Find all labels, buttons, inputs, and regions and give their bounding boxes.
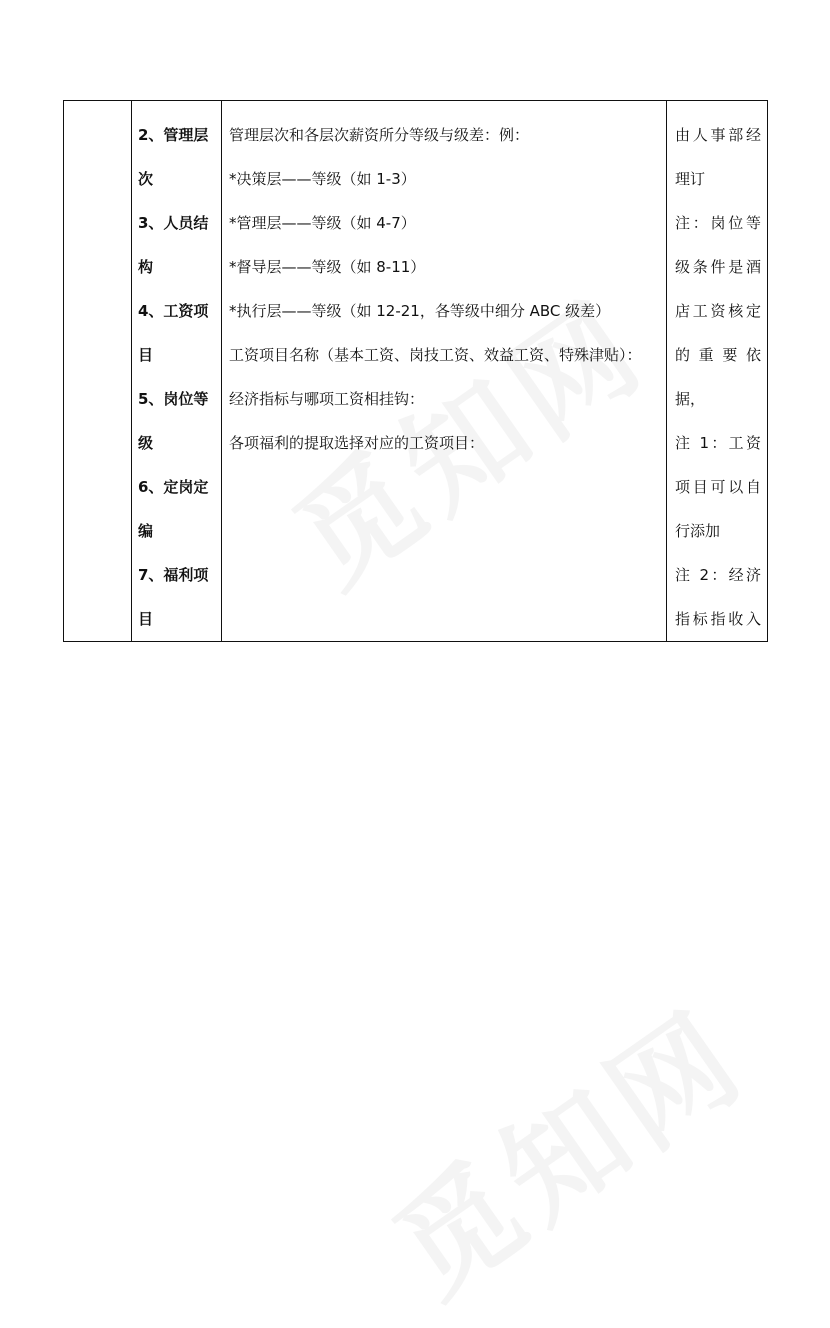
content-cell (222, 101, 667, 642)
empty-cell (64, 101, 132, 642)
content-line: *管理层——等级（如 4-7） (229, 214, 416, 232)
watermark (356, 964, 774, 1328)
content-line: *决策层——等级（如 1-3） (229, 170, 416, 188)
note-line: 的 重 要 依 (675, 346, 761, 364)
item-line: 目 (138, 610, 154, 628)
item-line: 次 (138, 170, 154, 188)
item-line: 3、人员结 (138, 214, 209, 232)
item-line: 编 (138, 522, 154, 540)
table-row (64, 101, 768, 642)
salary-structure-table (63, 100, 768, 642)
item-line: 4、工资项 (138, 302, 209, 320)
note-line: 项目可以自 (675, 478, 761, 496)
item-line: 级 (138, 434, 154, 452)
content-line: 各项福利的提取选择对应的工资项目： (229, 434, 485, 452)
content-line: 经济指标与哪项工资相挂钩： (229, 390, 425, 408)
content-line: 管理层次和各层次薪资所分等级与级差：例： (229, 126, 530, 144)
note-line: 由人事部经 (675, 126, 761, 144)
note-line: 注 1：工资 (675, 434, 761, 452)
note-line: 行添加 (675, 522, 721, 540)
note-cell (667, 101, 768, 642)
note-line: 理订 (675, 170, 706, 188)
item-line: 7、福利项 (138, 566, 209, 584)
content-line: *执行层——等级（如 12-21，各等级中细分 ABC 级差） (229, 302, 611, 320)
item-line: 目 (138, 346, 154, 364)
note-line: 级条件是酒 (675, 258, 761, 276)
item-cell (132, 101, 222, 642)
item-line: 2、管理层 (138, 126, 209, 144)
note-line: 注 2：经济 (675, 566, 761, 584)
note-line: 指标指收入 (675, 610, 761, 628)
note-line: 店工资核定 (675, 302, 761, 320)
item-line: 6、定岗定 (138, 478, 209, 496)
item-line: 构 (138, 258, 154, 276)
content-line: 工资项目名称（基本工资、岗技工资、效益工资、特殊津贴）： (229, 346, 642, 364)
content-line: *督导层——等级（如 8-11） (229, 258, 426, 276)
note-line: 注：岗位等 (675, 214, 761, 232)
note-line: 据， (675, 390, 706, 408)
item-line: 5、岗位等 (138, 390, 209, 408)
